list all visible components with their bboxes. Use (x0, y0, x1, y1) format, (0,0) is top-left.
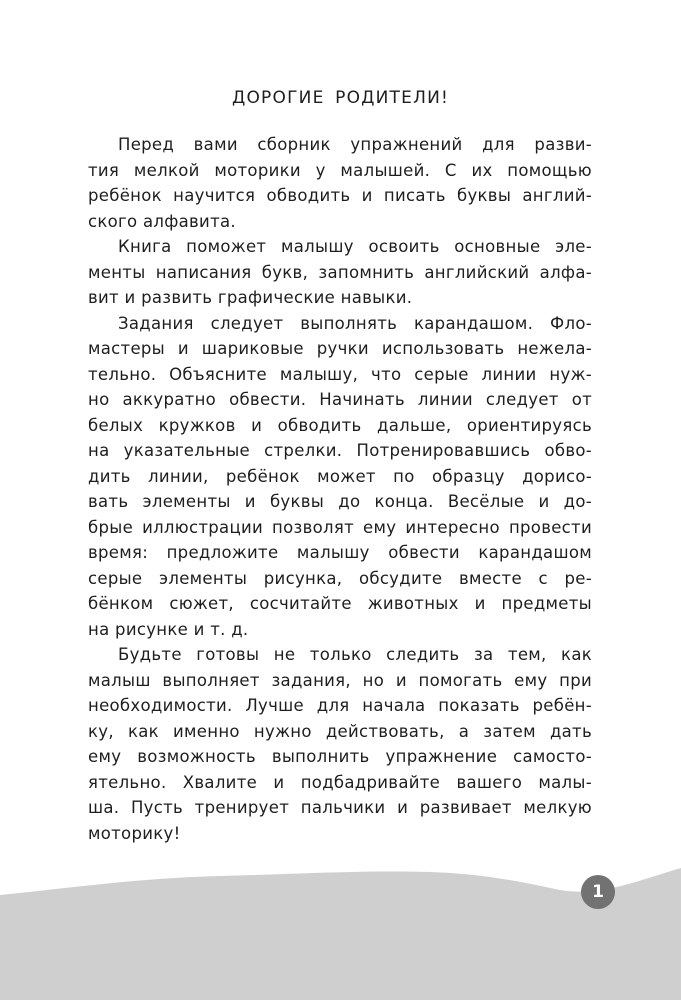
page-title: ДОРОГИЕ РОДИТЕЛИ! (232, 88, 449, 108)
text-line: Задания следует выполнять карандашом. Фло- (118, 313, 592, 333)
text-line: тельно. Объясните малышу, что серые линии нуж- (88, 364, 592, 384)
text-line: брые иллюстрации позволят ему интересно провести (88, 517, 592, 537)
text-line: необходимости. Лучше для начала показать ребён- (88, 696, 592, 715)
text-line: на рисунке и т. д. (88, 619, 249, 639)
text-line: ша. Пусть тренирует пальчики и развивает мелкую (88, 798, 592, 817)
text-line: ского алфавита. (88, 211, 236, 231)
text-line: время: предложите малышу обвести карандашом (88, 543, 592, 562)
text-line: вать элементы и буквы до конца. Весёлые и до- (88, 492, 592, 511)
text-line: моторику! (88, 823, 181, 843)
text-line: но аккуратно обвести. Начинать линии следует от (88, 390, 592, 409)
paragraph-3 (88, 311, 592, 643)
text-line: Книга поможет малышу освоить основные эле- (118, 237, 592, 256)
text-line: ятельно. Хвалите и подбадривайте вашего малы- (88, 772, 592, 792)
text-line: ребёнок научится обводить и писать буквы англий- (88, 186, 592, 205)
text-line: бёнком сюжет, сосчитайте животных и предметы (88, 594, 592, 613)
text-line: ему возможность выполнить упражнение самосто- (88, 747, 592, 766)
text-line: Перед вами сборник упражнений для разви- (118, 135, 592, 154)
text-line: вит и развить графические навыки. (88, 288, 413, 307)
text-line: менты написания букв, запомнить английский алфа- (88, 262, 592, 282)
footer-wave-band (0, 868, 681, 1000)
text-line: белых кружков и обводить дальше, ориентируясь (88, 415, 592, 435)
paragraph-1 (88, 132, 592, 234)
text-line: Будьте готовы не только следить за тем, как (118, 645, 592, 664)
text-line: тия мелкой моторики у малышей. С их помощью (88, 160, 592, 180)
text-line: мастеры и шариковые ручки использовать нежела- (88, 339, 592, 358)
footer-wave (0, 850, 681, 1000)
text-line: малыш выполняет задания, но и помогать ему при (88, 670, 592, 690)
paragraph-4 (88, 642, 592, 846)
text-line: серые элементы рисунка, обсудите вместе с ре- (88, 568, 592, 588)
body-text (88, 132, 592, 846)
page-number-badge: 1 (581, 875, 615, 909)
paragraph-2 (88, 234, 592, 311)
text-line: ку, как именно нужно действовать, а затем дать (88, 721, 592, 741)
text-line: дить линии, ребёнок может по образцу дорисо- (88, 466, 592, 486)
text-line: на указательные стрелки. Потренировавшись обво- (88, 441, 592, 460)
